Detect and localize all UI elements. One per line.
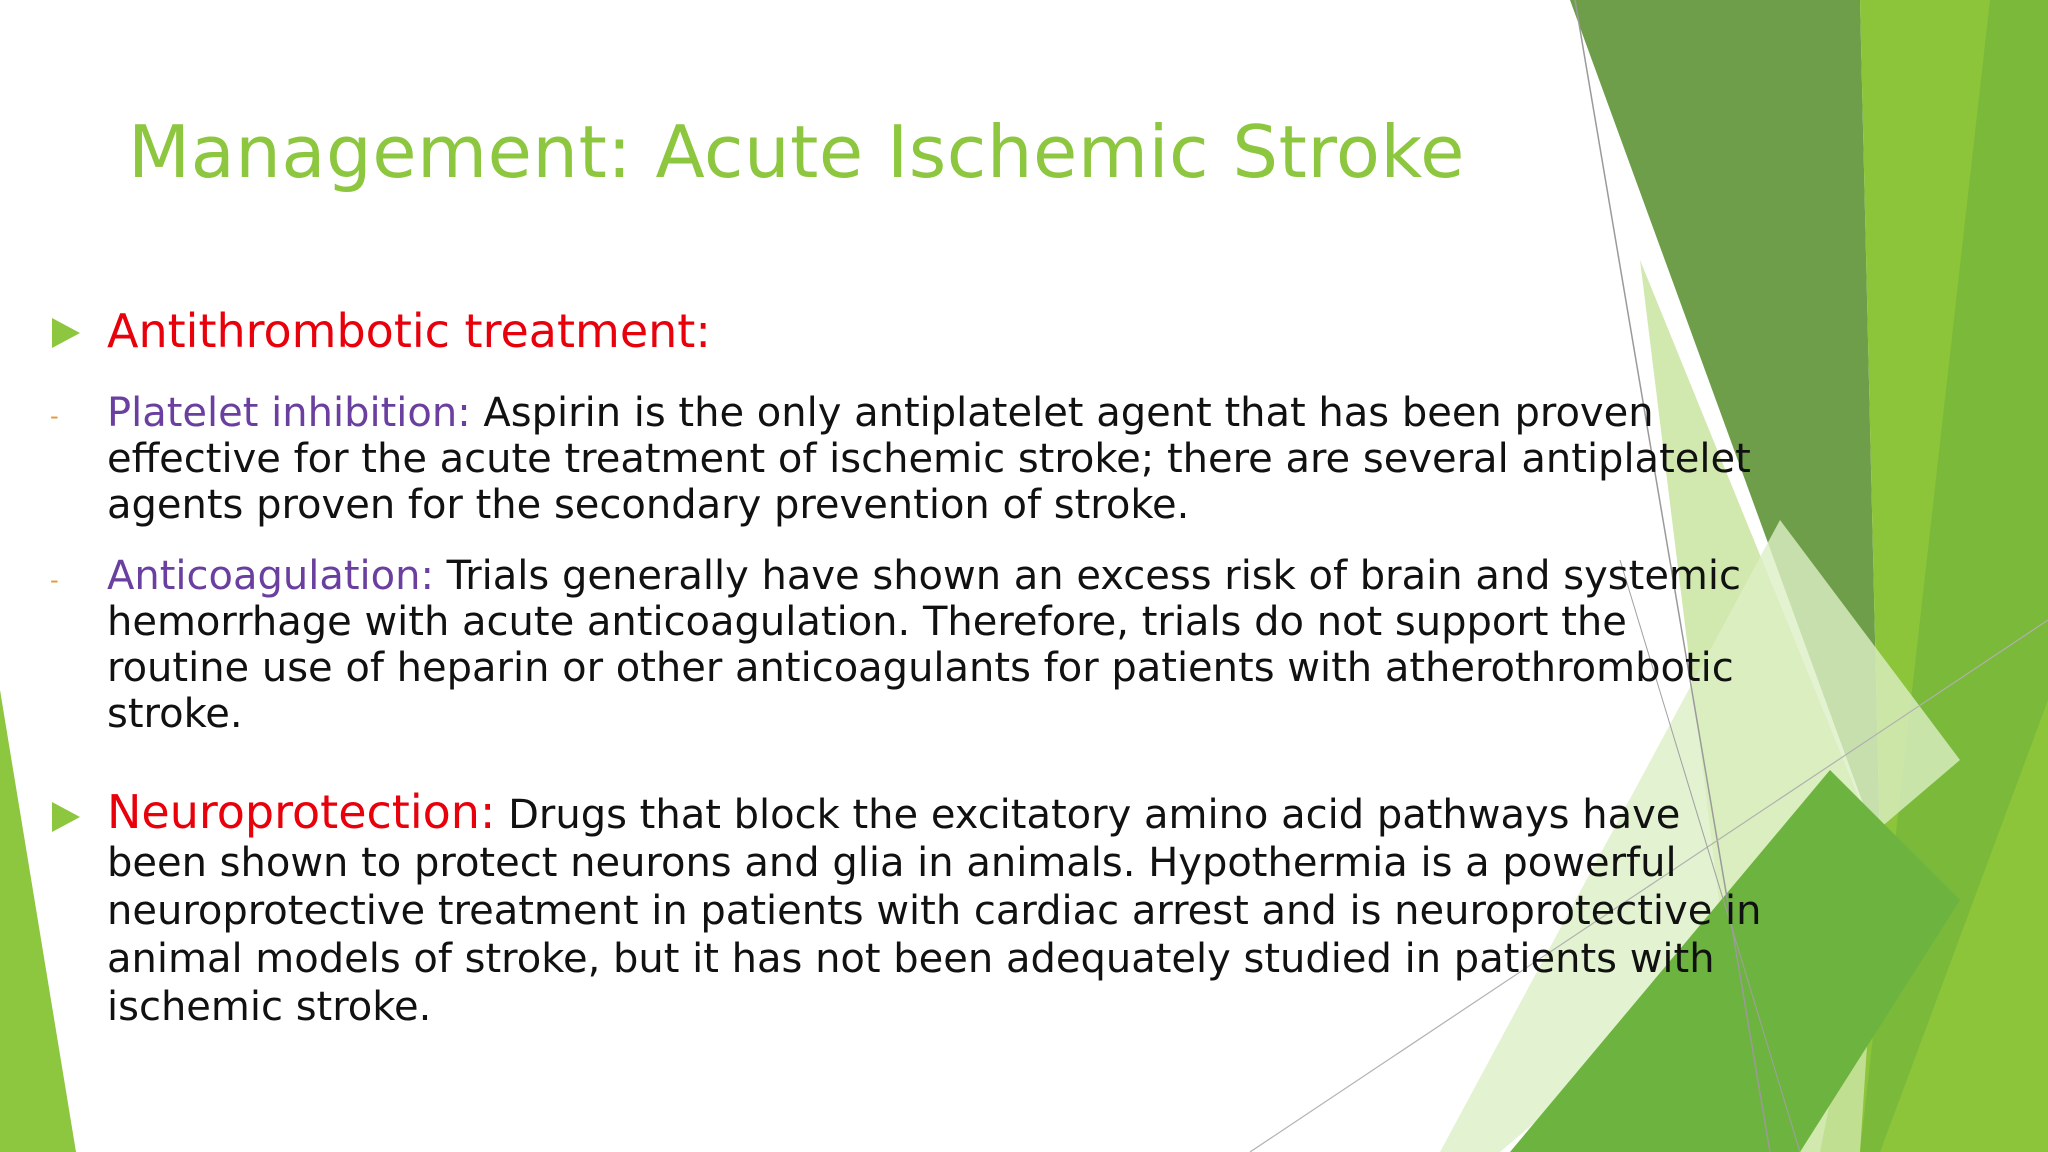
slide-title: Management: Acute Ischemic Stroke: [128, 110, 1465, 194]
platelet-inhibition-paragraph: [107, 390, 1767, 528]
anticoagulation-label: Anticoagulation:: [107, 553, 434, 599]
platelet-inhibition-label: Platelet inhibition: [107, 390, 458, 436]
neuroprotection-heading: Neuroprotection:: [107, 785, 496, 839]
neuroprotection-paragraph: [107, 785, 1767, 1031]
platelet-inhibition-colon: :: [457, 390, 484, 436]
neuroprotection-text: Drugs that block the excitatory amino acid pathways have been shown to protect neurons and glia in animals. Hypothermia is a powerful neuroprotective treatment in patients with cardiac arrest and is neuroprotective in animal models of stroke, but it has not been adequately studied in patients with ischemic stroke.: [107, 792, 1762, 1030]
dash-bullet: -: [50, 566, 59, 594]
anticoagulation-paragraph: [107, 553, 1767, 737]
triangle-bullet-icon: [52, 802, 80, 832]
triangle-bullet-icon: [52, 318, 80, 348]
dash-bullet: -: [50, 402, 59, 430]
anticoagulation-text: Trials generally have shown an excess risk of brain and systemic hemorrhage with acute anticoagulation. Therefore, trials do not support the routine use of heparin or other anticoagulants for patients with atherothrombotic stroke.: [107, 553, 1742, 737]
section-heading-antithrombotic: Antithrombotic treatment:: [107, 304, 711, 358]
left-green-shard: [0, 690, 76, 1152]
platelet-inhibition-text: Aspirin is the only antiplatelet agent that has been proven effective for the acute treatment of ischemic stroke; there are several antiplatelet agents proven for the secondary prevention of stroke.: [107, 390, 1751, 528]
